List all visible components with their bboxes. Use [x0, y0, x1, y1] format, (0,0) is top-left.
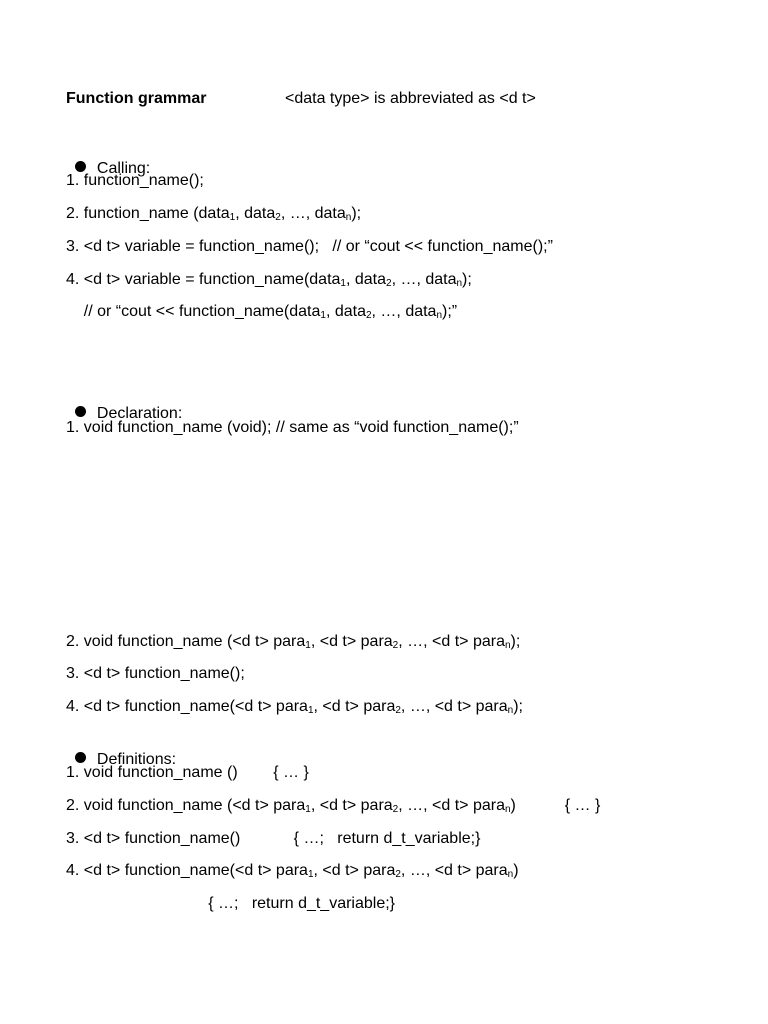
- code-text: );: [462, 271, 472, 288]
- definitions-heading: Definitions:: [96, 751, 177, 768]
- code-text: ): [513, 862, 519, 879]
- subscript: n: [436, 310, 443, 321]
- subscript: n: [456, 278, 463, 289]
- bullet-icon: [75, 406, 86, 417]
- code-text: );: [513, 698, 523, 715]
- definitions-line-5: [66, 894, 395, 914]
- subscript: 1: [307, 705, 314, 716]
- document-title: Function grammar: [66, 90, 207, 107]
- code-text: 4. <d t> variable = function_name(data: [66, 271, 341, 288]
- code-text: 1. function_name();: [66, 172, 204, 189]
- code-text: );: [351, 205, 362, 222]
- calling-line-1: [66, 171, 204, 191]
- calling-line-3: [66, 237, 553, 257]
- subscript: n: [507, 705, 514, 716]
- code-text: 4. <d t> function_name(<d t> para: [66, 698, 308, 715]
- subscript: 2: [392, 640, 399, 651]
- subscript: 2: [395, 869, 401, 880]
- code-text: , <d t> para: [310, 797, 393, 814]
- subscript: n: [504, 804, 511, 815]
- code-text: , <d t> para: [313, 862, 396, 879]
- subscript: 1: [305, 804, 311, 815]
- code-text: , <d t> para: [313, 698, 396, 715]
- code-text: , …, <d t> para: [400, 862, 508, 879]
- abbreviation-note: <data type> is abbreviated as <d t>: [285, 90, 536, 107]
- code-text: 3. <d t> function_name();: [66, 665, 245, 682]
- subscript: n: [345, 212, 352, 223]
- definitions-line-1: [66, 763, 309, 783]
- calling-heading: Calling:: [96, 160, 151, 177]
- code-text: // or “cout << function_name(data: [66, 303, 321, 320]
- declaration-line-4: [66, 697, 523, 717]
- code-text: { …; return d_t_variable;}: [66, 895, 396, 912]
- code-text: , …, data: [391, 271, 457, 288]
- definitions-line-3: [66, 829, 480, 849]
- subscript: 2: [392, 804, 399, 815]
- subscript: 1: [305, 640, 311, 651]
- subscript: n: [507, 869, 514, 880]
- declaration-line-2: [66, 632, 520, 652]
- code-text: , data: [325, 303, 366, 320]
- subscript: 1: [320, 310, 326, 321]
- subscript: 2: [395, 705, 401, 716]
- declaration-heading: Declaration:: [96, 405, 183, 422]
- code-text: , …, <d t> para: [398, 797, 505, 814]
- code-text: , …, data: [371, 303, 437, 320]
- subscript: 2: [386, 278, 392, 289]
- code-text: 1. void function_name (void); // same as “void function_name();”: [66, 419, 519, 436]
- code-text: , <d t> para: [310, 633, 393, 650]
- definitions-line-2: [66, 796, 600, 816]
- bullet-icon: [75, 752, 86, 763]
- calling-line-4: [66, 270, 472, 290]
- code-text: 2. void function_name (<d t> para: [66, 797, 306, 814]
- subscript: 1: [229, 212, 236, 223]
- subscript: 1: [340, 278, 346, 289]
- subscript: 1: [307, 869, 314, 880]
- code-text: 3. <d t> variable = function_name(); // or “cout << function_name();”: [66, 238, 553, 255]
- code-text: , data: [235, 205, 276, 222]
- subscript: 2: [365, 310, 372, 321]
- code-text: , …, data: [280, 205, 346, 222]
- code-text: , …, <d t> para: [398, 633, 505, 650]
- code-text: 4. <d t> function_name(<d t> para: [66, 862, 308, 879]
- calling-line-2: [66, 204, 361, 224]
- code-text: 3. <d t> function_name() { …; return d_t_variable;}: [66, 830, 481, 847]
- subscript: n: [504, 640, 511, 651]
- calling-line-5: [66, 302, 457, 322]
- subscript: 2: [275, 212, 281, 223]
- declaration-line-1: [66, 418, 519, 438]
- code-text: , data: [345, 271, 386, 288]
- definitions-line-4: [66, 861, 519, 881]
- code-text: );”: [442, 303, 458, 320]
- code-text: ) { … }: [510, 797, 601, 814]
- code-text: , …, <d t> para: [400, 698, 508, 715]
- code-text: 1. void function_name () { … }: [66, 764, 309, 781]
- code-text: 2. void function_name (<d t> para: [66, 633, 306, 650]
- code-text: 2. function_name (data: [66, 205, 230, 222]
- declaration-line-3: [66, 664, 245, 684]
- code-text: );: [510, 633, 521, 650]
